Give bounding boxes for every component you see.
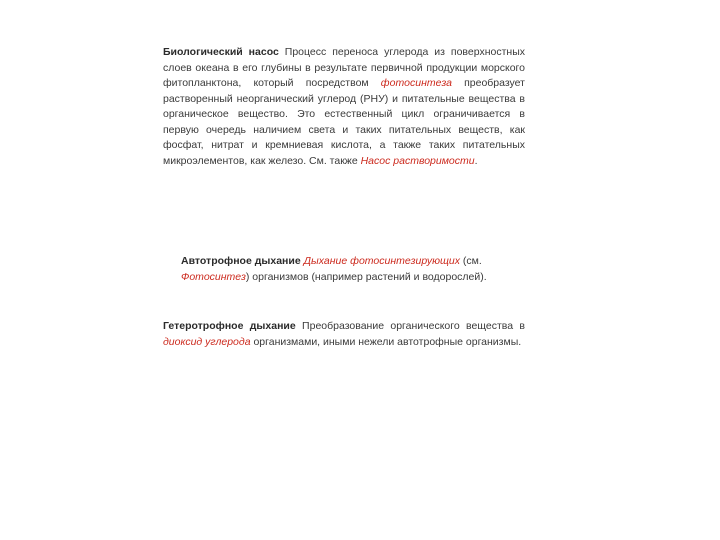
glossary-entry-heterotrophic-respiration (163, 319, 525, 350)
definition-text: (см. (460, 255, 482, 267)
cross-reference-link[interactable]: Дыхание фотосинтезирующих (303, 255, 460, 267)
term-heterotrophic-respiration: Гетеротрофное дыхание (163, 320, 296, 332)
cross-reference-link[interactable]: Насос растворимости (360, 154, 475, 167)
term-autotrophic-respiration: Автотрофное дыхание (181, 255, 301, 267)
term-biological-pump: Биологический насос (163, 46, 279, 58)
definition-text: Процесс переноса углерода из поверхностных слоев океана в его глубины в результате первичной продукции морского фитопланктона, который посредством (163, 46, 525, 89)
cross-reference-link[interactable]: Фотосинтез (181, 270, 246, 283)
definition-text: преобразует растворенный неорганический углерод (РНУ) и питательные вещества в органическое вещество. Это естественный цикл ограничивается в первую очередь наличием света и таких питательных веществ, как фосфат, нитрат и кремниевая кислота, а также таких питательных микроэлементов, как железо. См. также (163, 77, 525, 167)
cross-reference-link[interactable]: фотосинтеза (380, 77, 452, 89)
definition-text: организмами, иными нежели автотрофные организмы. (250, 335, 522, 348)
definition-text: ) организмов (например растений и водорослей). (245, 270, 487, 283)
definition-text: . (474, 154, 478, 167)
definition-text: Преобразование органического вещества в (295, 320, 525, 332)
glossary-entry-autotrophic-respiration (181, 254, 545, 285)
glossary-entry-biological-pump (163, 45, 525, 169)
cross-reference-link[interactable]: диоксид углерода (163, 335, 251, 348)
